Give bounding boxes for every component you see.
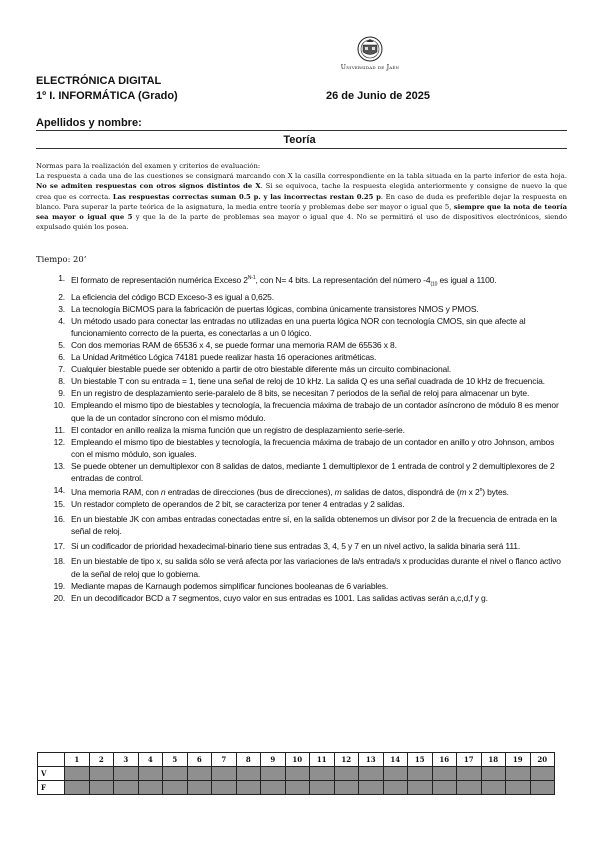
answer-cell[interactable] [310,767,335,781]
answer-cell[interactable] [383,781,408,795]
answer-col-header: 13 [359,753,384,767]
divider [36,130,567,131]
answer-corner-cell [38,753,65,767]
answer-cell[interactable] [285,781,310,795]
answer-cell[interactable] [65,781,90,795]
answer-cell[interactable] [506,781,531,795]
question-item: 9. En un registro de desplazamiento serie-paralelo de 8 bits, se necesitan 7 periodos de la señal de reloj para almacenar un byte. [58,388,530,399]
question-item: 12. Empleando el mismo tipo de biestables y tecnología, la frecuencia máxima de trabajo de un contador en anillo y otro Johnson, ambos con el mismo módulo, son iguales. [53,436,555,459]
answer-col-header: 7 [212,753,237,767]
question-list [49,272,567,604]
answer-col-header: 14 [383,753,408,767]
exam-rules [36,161,567,232]
answer-col-header: 1 [65,753,90,767]
question-item: 13. Se puede obtener un demultiplexor con 8 salidas de datos, mediante 1 demultiplexor de 1 entrada de control y 2 demultiplexores de 2 entradas de control. [53,460,555,484]
answer-col-header: 6 [187,753,212,767]
answer-cell[interactable] [334,767,359,781]
answer-cell[interactable] [334,781,359,795]
answer-cell[interactable] [212,781,237,795]
answer-cell[interactable] [457,767,482,781]
question-item: 17. Si un codificador de prioridad hexadecimal-binario tiene sus entradas 3, 4, 5 y 7 en un nivel activo, la salida binaria será 111. [53,541,521,552]
university-name: Universidad de Jaén [340,64,400,71]
answer-col-header: 4 [138,753,163,767]
answer-cell[interactable] [408,767,433,781]
answer-cell[interactable] [506,767,531,781]
answer-col-header: 11 [310,753,335,767]
question-item: 2. La eficiencia del código BCD Exceso-3 es igual a 0,625. [58,291,274,302]
answer-cell[interactable] [212,767,237,781]
answer-cell[interactable] [383,767,408,781]
question-item: 1. El formato de representación numérica Exceso $2^{N-1}$, con N= 4 bits. La representación del número $-4_{(10}$ es igual a 1100. [58,273,497,288]
answer-cell[interactable] [114,767,139,781]
answer-col-header: 10 [285,753,310,767]
answer-cell[interactable] [89,767,114,781]
answer-col-header: 2 [89,753,114,767]
answer-cell[interactable] [65,767,90,781]
answer-cell[interactable] [530,781,555,795]
answer-col-header: 9 [261,753,286,767]
answer-cell[interactable] [481,767,506,781]
answer-cell[interactable] [432,767,457,781]
answer-cell[interactable] [285,767,310,781]
answer-cell[interactable] [359,781,384,795]
answer-cell[interactable] [359,767,384,781]
answer-row-label: V [38,767,65,781]
answer-col-header: 5 [163,753,188,767]
answer-col-header: 20 [530,753,555,767]
question-item: 19. Mediante mapas de Karnaugh podemos simplificar funciones booleanas de 6 variables. [53,580,389,591]
answer-cell[interactable] [163,767,188,781]
divider [36,148,567,149]
answer-cell[interactable] [236,781,261,795]
section-title: Teoría [283,134,316,146]
answer-col-header: 12 [334,753,359,767]
question-item: 8. Un biestable T con su entrada = 1, tiene una señal de reloj de 10 kHz. La salida Q es una señal cuadrada de 10 kHz de frecuencia. [58,376,545,387]
answer-table [37,752,555,795]
answer-cell[interactable] [89,781,114,795]
answer-cell[interactable] [163,781,188,795]
rules-body: La respuesta a cada una de las cuestiones se consignará marcando con X la casilla correspondiente en la tabla situada en la parte inferior de esta hoja. No se admiten respuestas con otros signos distintos de X. Si se equivoca, tache la respuesta elegida anteriormente y consigne de nuevo la que crea que es correcta. Las respuestas correctas suman 0.5 p. y las incorrectas restan 0.25 p. En caso de duda es preferible dejar la respuesta en blanco. Para superar la parte teórica de la asignatura, la media entre teoría y problemas debe ser mayor o igual que 5, siempre que la nota de teoría sea mayor o igual que 5 y que la de la parte de problemas sea mayor o igual que 4. No se permitirá el uso de dispositivos electrónicos, siendo expulsado quién los posea. [36,172,567,232]
subject-title: ELECTRÓNICA DIGITAL [36,75,162,87]
answer-row-v [38,767,555,781]
question-item: 3. La tecnología BiCMOS para la fabricación de puertas lógicas, combina únicamente transistores NMOS y PMOS. [58,303,479,314]
answer-cell[interactable] [457,781,482,795]
answer-col-header: 17 [457,753,482,767]
question-item: 18. En un biestable de tipo x, su salida sólo se verá afecta por las variaciones de la/s entrada/s x producidas durante el nivel o flanco activo de la señal de reloj que lo gobierna. [53,556,561,579]
question-item: 7. Cualquier biestable puede ser obtenido a partir de otro biestable diferente más un circuito combinacional. [58,364,452,375]
question-item: 16. En un biestable JK con ambas entradas conectadas entre sí, en la salida obtenemos un divisor por 2 de la frecuencia de entrada en la señal de reloj. [53,514,557,537]
question-item: 5. Con dos memorias RAM de 65536 x 4, se puede formar una memoria RAM de 65536 x 8. [58,339,397,350]
answer-col-header: 15 [408,753,433,767]
answer-cell[interactable] [236,767,261,781]
answer-col-header: 18 [481,753,506,767]
answer-cell[interactable] [187,781,212,795]
answer-cell[interactable] [432,781,457,795]
time-limit: Tiempo: 20’ [36,254,87,264]
answer-cell[interactable] [261,767,286,781]
answer-row-label: F [38,781,65,795]
answer-row-f [38,781,555,795]
answer-col-header: 3 [114,753,139,767]
question-item: 20. En un decodificador BCD a 7 segmentos, cuyo valor en sus entradas es 1001. Las salidas activas serán a,c,d,f y g. [53,592,488,603]
name-field-label: Apellidos y nombre: [36,117,142,129]
answer-cell[interactable] [481,781,506,795]
answer-cell[interactable] [530,767,555,781]
answer-cell[interactable] [310,781,335,795]
answer-cell[interactable] [187,767,212,781]
course-title: 1º I. INFORMÁTICA (Grado) [36,90,178,102]
answer-cell[interactable] [408,781,433,795]
answer-cell[interactable] [114,781,139,795]
rules-title: Normas para la realización del examen y criterios de evaluación: [36,162,261,170]
question-item: 11. El contador en anillo realiza la misma función que un registro de desplazamiento serie-serie. [54,424,405,435]
exam-date: 26 de Junio de 2025 [326,90,430,102]
answer-header-row [38,753,555,767]
question-item: 14. Una memoria RAM, con n entradas de direcciones (bus de direcciones), m salidas de datos, dispondrá de (m x 2$^n$) bytes. [53,485,509,497]
answer-cell[interactable] [261,781,286,795]
university-seal-icon [357,36,383,62]
answer-col-header: 16 [432,753,457,767]
answer-col-header: 8 [236,753,261,767]
answer-cell[interactable] [138,781,163,795]
question-item: 6. La Unidad Aritmético Lógica 74181 puede realizar hasta 16 operaciones aritméticas. [58,352,377,363]
answer-cell[interactable] [138,767,163,781]
question-item: 10. Empleando el mismo tipo de biestables y tecnología, la frecuencia máxima de trabajo de un contador asíncrono de módulo 8 es menor que la de un contador síncrono con el mismo módulo. [53,400,559,423]
answer-col-header: 19 [506,753,531,767]
question-item: 4. Un método usado para conectar las entradas no utilizadas en una puerta lógica NOR con tecnología CMOS, sin que afecte al funcionamiento correcto de la puerta, es conectarlas a un 0 lógico. [58,315,526,338]
question-item: 15. Un restador completo de operandos de 2 bit, se caracteriza por tener 4 entradas y 2 salidas. [53,499,405,510]
